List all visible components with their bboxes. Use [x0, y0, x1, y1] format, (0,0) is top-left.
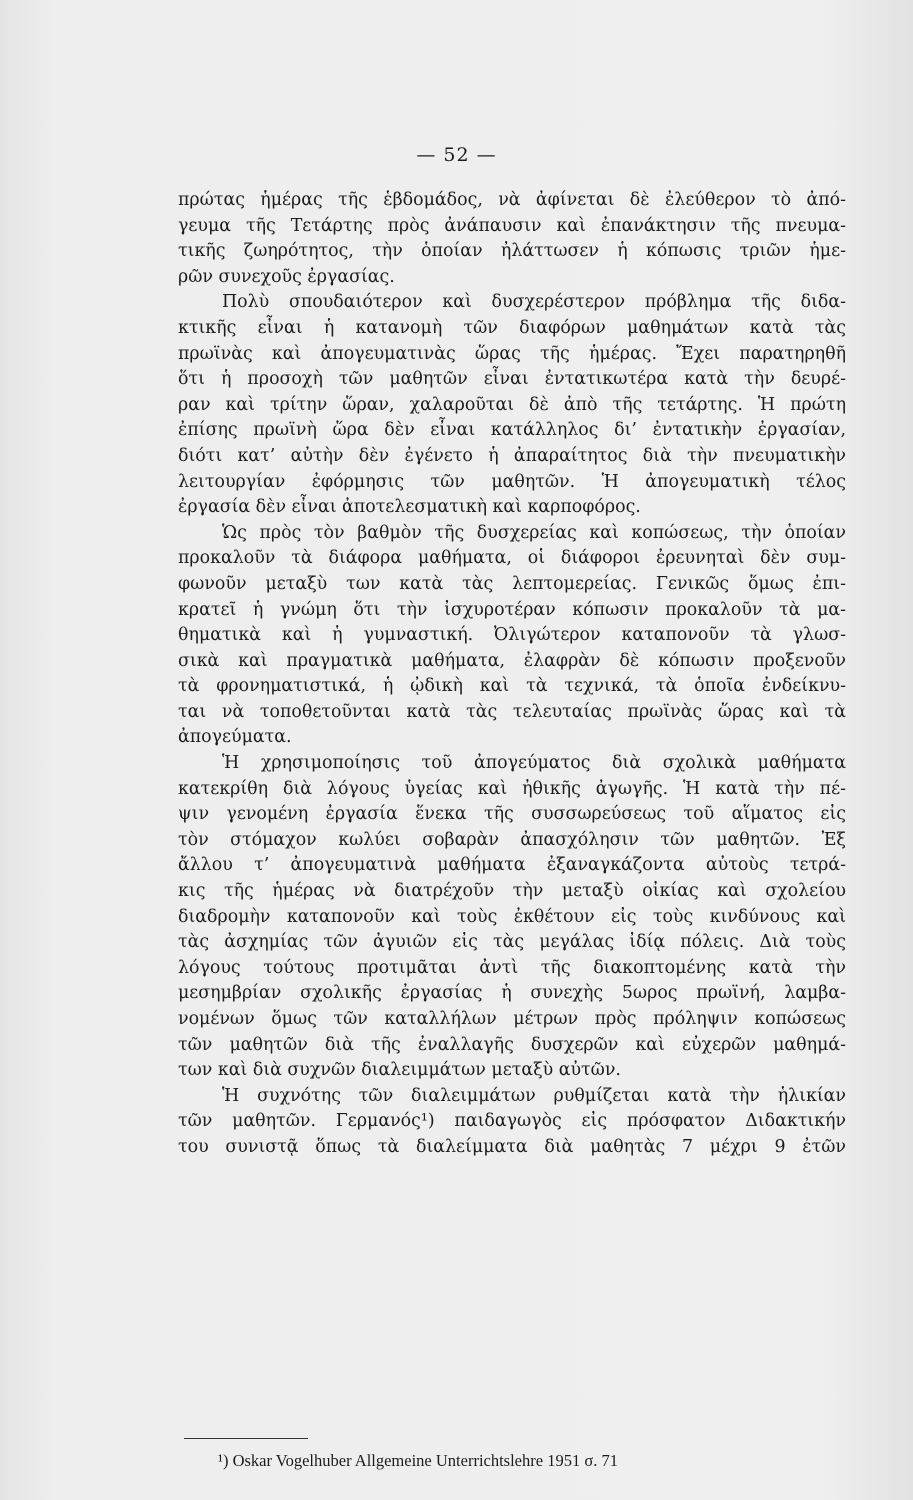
text-line: κρατεῖ ἡ γνώμη ὅτι τὴν ἰσχυροτέραν κόπωσιν προκαλοῦν τὰ μα-	[178, 599, 846, 620]
text-line: ἐργασία δὲν εἶναι ἀποτελεσματικὴ καὶ καρποφόρος.	[178, 497, 641, 518]
text-line: σικὰ καὶ πραγματικὰ μαθήματα, ἐλαφρὰν δὲ κόπωσιν προξενοῦν	[178, 650, 846, 671]
text-line: διαδρομὴν καταπονοῦν καὶ τοὺς ἐκθέτουν εἰς τοὺς κινδύνους καὶ	[178, 906, 846, 927]
text-line: ται νὰ τοποθετοῦνται κατὰ τὰς τελευταίας πρωϊνὰς ὥρας καὶ τὰ	[178, 701, 846, 722]
text-line: ρῶν συνεχοῦς ἐργασίας.	[178, 266, 395, 287]
text-line: ἄλλου τ’ ἀπογευματινὰ μαθήματα ἐξαναγκάζοντα αὐτοὺς τετρά-	[178, 855, 846, 876]
text-line: τῶν μαθητῶν διὰ τῆς ἐναλλαγῆς δυσχερῶν καὶ εὐχερῶν μαθημά-	[178, 1034, 846, 1055]
text-line: ραν καὶ τρίτην ὥραν, χαλαροῦται δὲ ἀπὸ τῆς τετάρτης. Ἡ πρώτη	[178, 394, 846, 415]
text-line: τὰ φρονηματιστικά, ἡ ᾠδικὴ καὶ τὰ τεχνικά, τὰ ὁποῖα ἐνδείκνυ-	[178, 676, 846, 697]
text-line: Πολὺ σπουδαιότερον καὶ δυσχερέστερον πρόβλημα τῆς διδα-	[222, 292, 846, 313]
text-line: τῶν μαθητῶν. Γερμανός¹) παιδαγωγὸς εἰς πρόσφατον Διδακτικήν	[178, 1111, 846, 1132]
text-line: φωνοῦν μεταξὺ των κατὰ τὰς λεπτομερείας. Γενικῶς ὅμως ἐπι-	[178, 573, 846, 594]
text-line: τικῆς ζωηρότητος, τὴν ὁποίαν ἠλάττωσεν ἡ κόπωσις τριῶν ἡμε-	[178, 241, 846, 262]
text-line: Ἡ χρησιμοποίησις τοῦ ἀπογεύματος διὰ σχολικὰ μαθήματα	[222, 753, 846, 774]
text-line: των καὶ διὰ συχνῶν διαλειμμάτων μεταξὺ αὐτῶν.	[178, 1060, 621, 1081]
text-line: κις τῆς ἡμέρας νὰ διατρέχοῦν τὴν μεταξὺ οἰκίας καὶ σχολείου	[178, 881, 846, 902]
text-line: τὸν στόμαχον κωλύει σοβαρὰν ἀπασχόλησιν τῶν μαθητῶν. Ἐξ	[178, 829, 846, 850]
text-line: τὰς ἀσχημίας τῶν ἀγυιῶν εἰς τὰς μεγάλας ἰδίᾳ πόλεις. Διὰ τοὺς	[178, 932, 846, 953]
text-line: κτικῆς εἶναι ἡ κατανομὴ τῶν διαφόρων μαθημάτων κατὰ τὰς	[178, 317, 846, 338]
body-text	[178, 188, 846, 1161]
text-line: προκαλοῦν τὰ διάφορα μαθήματα, οἱ διάφοροι ἐρευνηταὶ δὲν συμ-	[178, 548, 846, 569]
page-number: — 52 —	[416, 144, 497, 166]
text-line: Ὡς πρὸς τὸν βαθμὸν τῆς δυσχερείας καὶ κοπώσεως, τὴν ὁποίαν	[222, 522, 846, 543]
text-line: ψιν γενομένη ἐργασία ἕνεκα τῆς συσσωρεύσεως τοῦ αἵματος εἰς	[178, 804, 846, 825]
text-line: γευμα τῆς Τετάρτης πρὸς ἀνάπαυσιν καὶ ἐπανάκτησιν τῆς πνευμα-	[178, 215, 846, 236]
text-line: ἐπίσης πρωϊνὴ ὥρα δὲν εἶναι κατάλληλος δι’ ἐντατικὴν ἐργασίαν,	[178, 420, 846, 441]
text-line: νομένων ὅμως τῶν καταλλήλων μέτρων πρὸς πρόληψιν κοπώσεως	[178, 1009, 846, 1029]
footnote: ¹) Oskar Vogelhuber Allgemeine Unterrichtslehre 1951 σ. 71	[218, 1451, 618, 1470]
text-line: του συνιστᾷ ὅπως τὰ διαλείμματα διὰ μαθητὰς 7 μέχρι 9 ἐτῶν	[178, 1136, 846, 1157]
text-line: μεσημβρίαν σχολικῆς ἐργασίας ἡ συνεχὴς 5ωρος πρωϊνή, λαμβα-	[178, 983, 846, 1004]
text-line: ὅτι ἡ προσοχὴ τῶν μαθητῶν εἶναι ἐντατικωτέρα κατὰ τὴν δευρέ-	[178, 369, 846, 390]
footnote-divider	[184, 1438, 308, 1439]
text-line: λειτουργίαν ἐφόρμησις τῶν μαθητῶν. Ἡ ἀπογευματικὴ τέλος	[178, 471, 846, 492]
text-line: θηματικὰ καὶ ἡ γυμναστική. Ὀλιγώτερον καταπονοῦν τὰ γλωσ-	[178, 625, 846, 646]
text-line: ἀπογεύματα.	[178, 727, 292, 748]
text-line: λόγους τούτους προτιμᾶται ἀντὶ τῆς διακοπτομένης κατὰ τὴν	[178, 957, 846, 978]
text-line: διότι κατ’ αὐτὴν δὲν ἐγένετο ἡ ἀπαραίτητος διὰ τὴν πνευματικὴν	[178, 445, 846, 466]
text-line: Ἡ συχνότης τῶν διαλειμμάτων ρυθμίζεται κατὰ τὴν ἡλικίαν	[222, 1085, 846, 1106]
text-line: πρώτας ἡμέρας τῆς ἑβδομάδος, νὰ ἀφίνεται δὲ ἐλεύθερον τὸ ἀπό-	[178, 190, 846, 210]
text-line: πρωϊνὰς καὶ ἀπογευματινὰς ὥρας τῆς ἡμέρας. Ἔχει παρατηρηθῆ	[178, 343, 846, 364]
text-line: κατεκρίθη διὰ λόγους ὑγείας καὶ ἠθικῆς ἀγωγῆς. Ἡ κατὰ τὴν πέ-	[178, 778, 846, 799]
